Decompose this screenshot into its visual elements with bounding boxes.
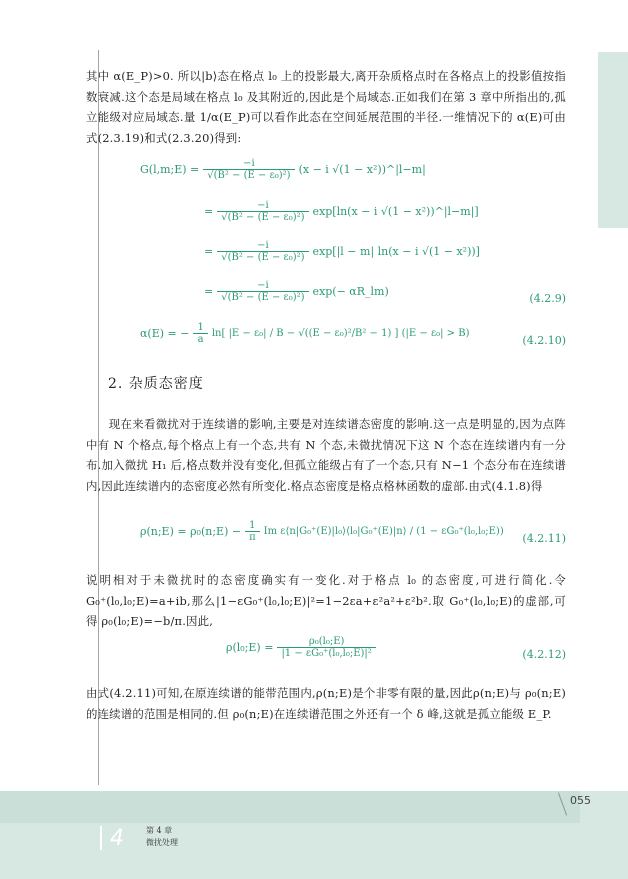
equation-line-1 bbox=[86, 158, 566, 198]
eq6-denominator: π bbox=[249, 532, 256, 543]
eq1-numerator: −i bbox=[243, 158, 255, 169]
chapter-title: 第 4 章 bbox=[146, 826, 173, 835]
section-title: 2. 杂质态密度 bbox=[108, 376, 204, 392]
equation-line-4 bbox=[86, 280, 566, 320]
eq7-label: (4.2.12) bbox=[522, 648, 566, 661]
eq5-lhs: α(E) = − bbox=[140, 327, 190, 340]
eq7-lhs: ρ(l₀;E) = bbox=[226, 641, 274, 654]
eq3-denominator: √(B² − (E − ε₀)²) bbox=[221, 252, 305, 263]
paragraph-1: 其中 α(E_P)>0. 所以|b⟩态在格点 l₀ 上的投影最大,离开杂质格点时在各格点上的投影值按指数衰减.这个态是局域在格点 l₀ 及其附近的,因此是个局域态.正如我们在第 3 章中所指出的,孤立能级对应局域态.量 1/α(E_P)可以看作此态在空间延展范围的半径.一维情况下的 α(E)可由式(2.3.19)和式(2.3.20)得到: bbox=[86, 69, 566, 145]
chapter-digit: 4 bbox=[110, 826, 124, 851]
footer-strip bbox=[0, 791, 580, 823]
eq7-numerator: ρ₀(l₀;E) bbox=[308, 636, 345, 647]
eq2-fraction bbox=[217, 200, 308, 223]
eq7-denominator: |1 − εG₀⁺(l₀,l₀;E)|² bbox=[281, 648, 372, 659]
eq1-fraction bbox=[203, 158, 294, 181]
side-tab bbox=[598, 52, 628, 228]
eq6-label: (4.2.11) bbox=[522, 532, 566, 545]
eq6-tail: Im ε⟨n|G₀⁺(E)|l₀⟩⟨l₀|G₀⁺(E)|n⟩ / (1 − εG₀⁺(l₀,l₀;E)) bbox=[263, 526, 504, 537]
eq4-label: (4.2.9) bbox=[529, 292, 566, 305]
eq4-numerator: −i bbox=[257, 280, 269, 291]
equation-4-2-11 bbox=[86, 520, 566, 560]
eq3-tail: exp[|l − m| ln(x − i √(1 − x²))] bbox=[312, 245, 480, 258]
eq4-denominator: √(B² − (E − ε₀)²) bbox=[221, 292, 305, 303]
eq7-fraction bbox=[277, 636, 375, 659]
eq1-lhs: G(l,m;E) = bbox=[140, 163, 200, 176]
chapter-label bbox=[146, 825, 178, 849]
paragraph-4: 由式(4.2.11)可知,在原连续谱的能带范围内,ρ(n;E)是个非零有限的量,因此ρ(n;E)与 ρ₀(n;E)的连续谱的范围是相同的.但 ρ₀(n;E)在连续谱范围之外还有一个 δ 峰,这就是孤立能级 E_P. bbox=[86, 686, 566, 721]
eq4-tail: exp(− αR_lm) bbox=[312, 285, 389, 298]
eq2-numerator: −i bbox=[257, 200, 269, 211]
eq6-numerator: 1 bbox=[249, 520, 256, 531]
chapter-subtitle: 微扰处理 bbox=[146, 838, 178, 847]
eq2-lhs: = bbox=[204, 205, 214, 218]
eq2-tail: exp[ln(x − i √(1 − x²))^|l−m|] bbox=[312, 205, 479, 218]
eq4-lhs: = bbox=[204, 285, 214, 298]
eq3-numerator: −i bbox=[257, 240, 269, 251]
eq6-lhs: ρ(n;E) = ρ₀(n;E) − bbox=[140, 525, 242, 538]
eq2-denominator: √(B² − (E − ε₀)²) bbox=[221, 212, 305, 223]
equation-4-2-10 bbox=[86, 322, 566, 362]
paragraph-3: 说明相对于未微扰时的态密度确实有一变化.对于格点 l₀ 的态密度,可进行简化.令 G₀⁺(l₀,l₀;E)=a+ib,那么|1−εG₀⁺(l₀,l₀;E)|²=1−2εa+ε²a²+ε²b².取 G₀⁺(l₀,l₀;E)的虚部,可得 ρ₀(l₀;E)=−b/π.因此, bbox=[86, 573, 566, 628]
eq5-denominator: a bbox=[197, 334, 204, 345]
eq3-lhs: = bbox=[204, 245, 214, 258]
equation-line-2 bbox=[86, 200, 566, 240]
equation-4-2-12 bbox=[86, 636, 566, 676]
eq1-tail: (x − i √(1 − x²))^|l−m| bbox=[298, 163, 426, 176]
page-number: 055 bbox=[570, 794, 591, 807]
eq5-numerator: 1 bbox=[197, 322, 204, 333]
eq5-fraction bbox=[193, 322, 207, 345]
eq5-label: (4.2.10) bbox=[522, 334, 566, 347]
eq4-fraction bbox=[217, 280, 308, 303]
eq6-fraction bbox=[245, 520, 260, 543]
eq3-fraction bbox=[217, 240, 308, 263]
eq5-tail: ln[ |E − ε₀| / B − √((E − ε₀)²/B² − 1) ] (|E − ε₀| > B) bbox=[211, 328, 470, 339]
equation-line-3 bbox=[86, 240, 566, 280]
eq1-denominator: √(B² − (E − ε₀)²) bbox=[207, 170, 291, 181]
chapter-bar bbox=[100, 826, 102, 850]
paragraph-2: 现在来看微扰对于连续谱的影响,主要是对连续谱态密度的影响.这一点是明显的,因为点阵中有 N 个格点,每个格点上有一个态,共有 N 个态,未微扰情况下这 N 个态在连续谱内有一分布.加入微扰 H₁ 后,格点数并没有变化,但孤立能级占有了一个态,只有 N−1 个态分布在连续谱内,因此连续谱内的态密度必然有所变化.格点态密度是格点格林函数的虚部.由式(4.1.8)得 bbox=[86, 417, 566, 493]
